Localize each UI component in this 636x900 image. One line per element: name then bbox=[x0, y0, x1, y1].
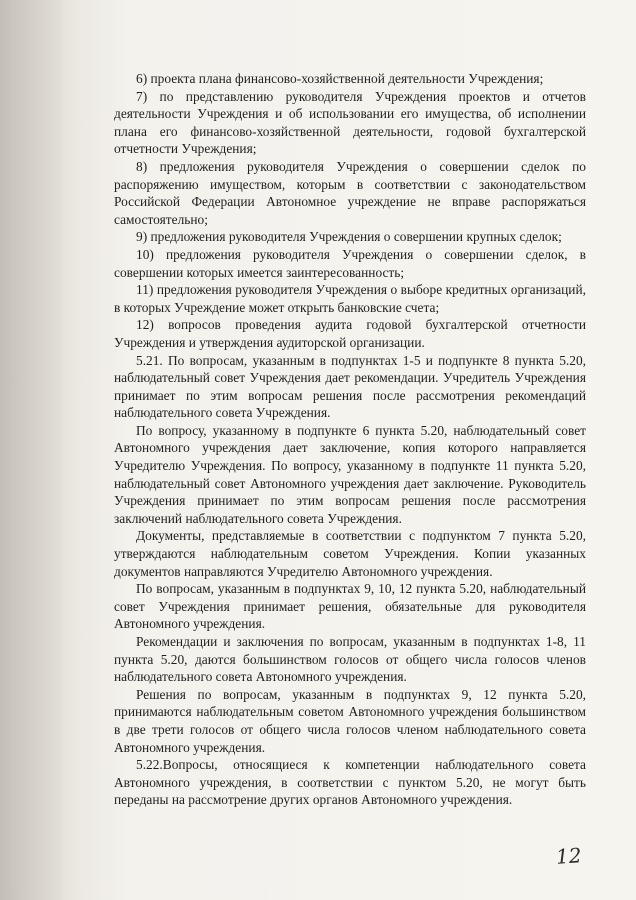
paragraph-subpoint-6-11: По вопросу, указанному в подпункте 6 пункта 5.20, наблюдательный совет Автономного учреждения дает заключение, копия которого направляется Учредителю Учреждения. По вопросу, указанному в подпункте 11 пункта 5.20, наблюдательный совет Автономного учреждения дает заключение. Руководитель Учреждения принимает по этим вопросам решения после рассмотрения заключений наблюдательного совета Учреждения. bbox=[114, 422, 586, 526]
paragraph-item-10: 10) предложения руководителя Учреждения о совершении сделок, в совершении которых имеется заинтересованность; bbox=[114, 246, 586, 280]
paragraph-decisions-9-10-12: По вопросам, указанным в подпунктах 9, 10, 12 пункта 5.20, наблюдательный совет Учреждения принимает решения, обязательные для руководителя Автономного учреждения. bbox=[114, 581, 586, 632]
paragraph-item-6: 6) проекта плана финансово-хозяйственной деятельности Учреждения; bbox=[136, 71, 544, 86]
paragraph-item-9: 9) предложения руководителя Учреждения о совершении крупных сделок; bbox=[136, 229, 562, 245]
paragraph-item-12: 12) вопросов проведения аудита годовой бухгалтерской отчетности Учреждения и утверждения аудиторской организации. bbox=[114, 317, 586, 350]
paragraph-recommendations: Рекомендации и заключения по вопросам, указанным в подпунктах 1-8, 11 пункта 5.20, даются большинством голосов от общего числа голосов членов наблюдательного совета Автономного учреждения. bbox=[114, 634, 586, 685]
page-number: 12 bbox=[555, 843, 583, 869]
paragraph-item-8: 8) предложения руководителя Учреждения о совершении сделок по распоряжению имуществом, которым в соответствии с законодательством Российской Федерации Автономное учреждение не вправе распоряжаться самостоятельно; bbox=[114, 158, 586, 227]
paragraph-5-21: 5.21. По вопросам, указанным в подпунктах 1-5 и подпункте 8 пункта 5.20, наблюдательный совет Учреждения дает рекомендации. Учредитель Учреждения принимает по этим вопросам решения после рассмотрения рекомендаций наблюдательного совета Учреждения. bbox=[114, 352, 586, 421]
document-body bbox=[114, 70, 586, 809]
paragraph-item-7: 7) по представлению руководителя Учреждения проектов и отчетов деятельности Учреждения и об использовании его имущества, об исполнении плана его финансово-хозяйственной деятельности, годовой бухгалтерской отчетности Учреждения; bbox=[114, 88, 586, 157]
paragraph-item-11: 11) предложения руководителя Учреждения о выборе кредитных организаций, в которых Учреждение может открыть банковские счета; bbox=[114, 282, 586, 315]
paragraph-5-22: 5.22.Вопросы, относящиеся к компетенции наблюдательного совета Автономного учреждения, в соответствии с пунктом 5.20, не могут быть переданы на рассмотрение других органов Автономного учреждения. bbox=[114, 757, 586, 808]
paragraph-documents: Документы, представляемые в соответствии с подпунктом 7 пункта 5.20, утверждаются наблюдательным советом Учреждения. Копии указанных документов направляются Учредителю Автономного учреждения. bbox=[114, 528, 586, 579]
binding-shadow bbox=[0, 0, 62, 900]
paragraph-decisions-majority: Решения по вопросам, указанным в подпунктах 9, 12 пункта 5.20, принимаются наблюдательным советом Автономного учреждения большинством в две трети голосов от общего числа голосов членом наблюдательного совета Автономного учреждения. bbox=[114, 686, 586, 755]
